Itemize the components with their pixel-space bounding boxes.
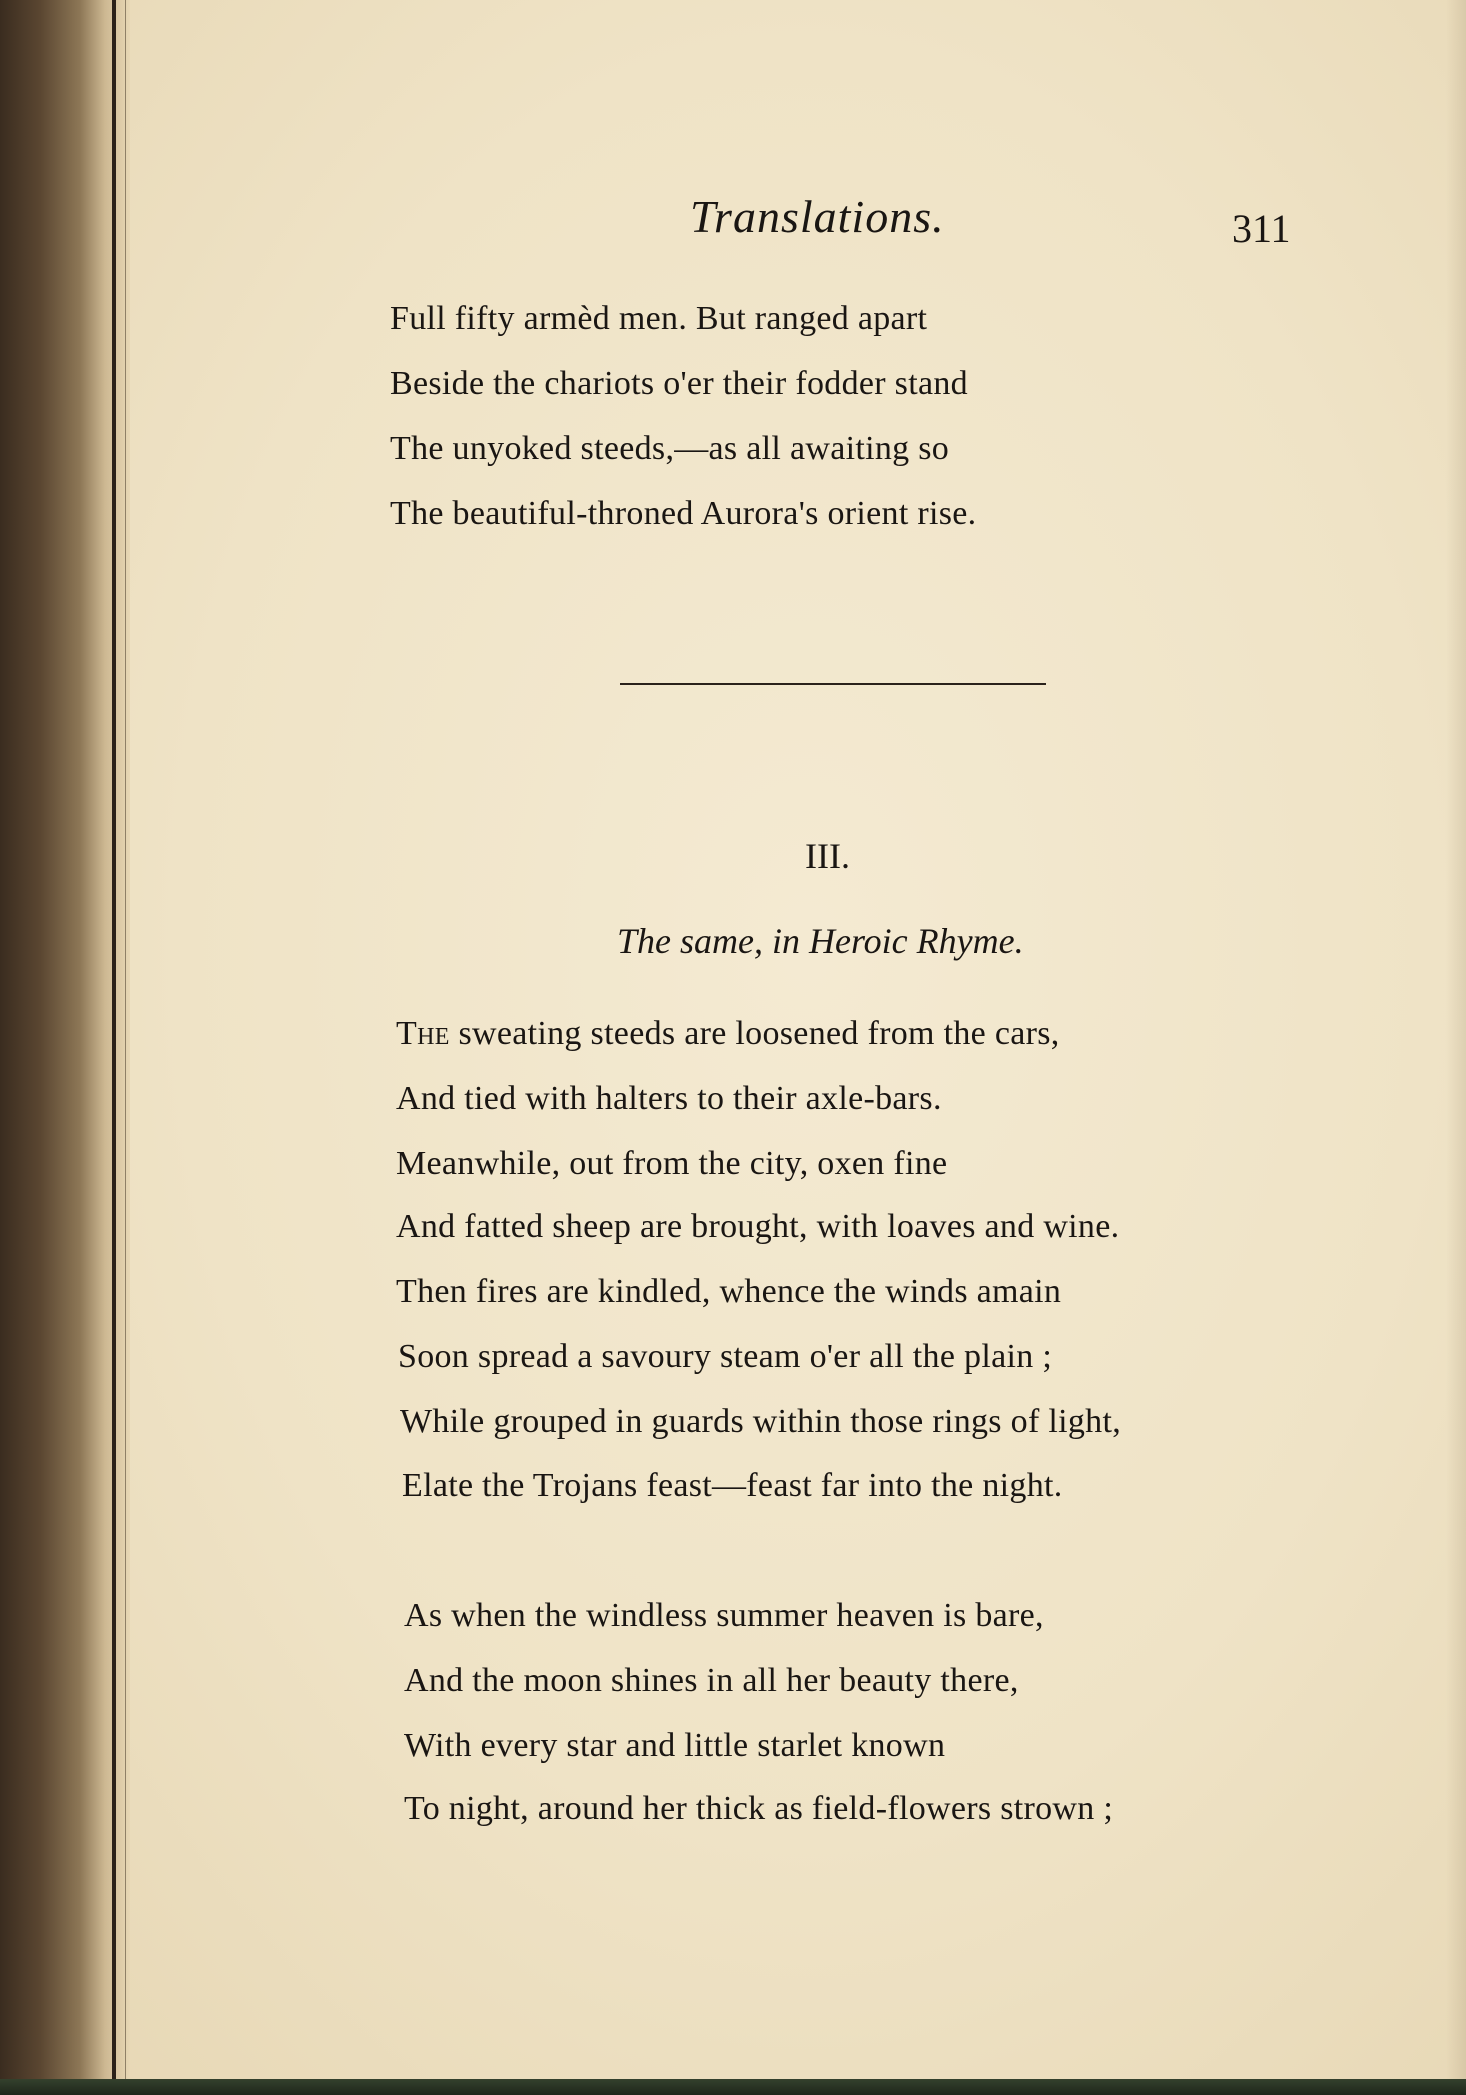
book-binding bbox=[0, 0, 130, 2095]
verse-line: To night, around her thick as field-flowers strown ; bbox=[404, 1790, 1114, 1827]
verse-line: The unyoked steeds,—as all awaiting so bbox=[390, 430, 950, 467]
page-number: 311 bbox=[1232, 206, 1291, 251]
binding-fold bbox=[125, 0, 126, 2095]
verse-line: With every star and little starlet known bbox=[404, 1727, 946, 1764]
verse-line: And tied with halters to their axle-bars. bbox=[396, 1080, 942, 1117]
bottom-edge bbox=[0, 2079, 1466, 2095]
verse-line: While grouped in guards within those rings of light, bbox=[400, 1403, 1121, 1440]
verse-line: The beautiful-throned Aurora's orient rise. bbox=[390, 495, 977, 532]
verse-line: Meanwhile, out from the city, oxen fine bbox=[396, 1145, 948, 1182]
verse-line: Then fires are kindled, whence the winds amain bbox=[396, 1273, 1062, 1310]
verse-line: Soon spread a savoury steam o'er all the plain ; bbox=[398, 1338, 1053, 1375]
verse-line: Beside the chariots o'er their fodder stand bbox=[390, 365, 968, 402]
verse-line-first bbox=[396, 1015, 1060, 1053]
verse-line: As when the windless summer heaven is bare, bbox=[404, 1597, 1044, 1634]
section-subtitle bbox=[617, 920, 1024, 962]
section-divider bbox=[620, 683, 1046, 685]
verse-line: Elate the Trojans feast—feast far into the night. bbox=[402, 1467, 1063, 1504]
subtitle-rest: in Heroic Rhyme. bbox=[772, 921, 1024, 961]
verse-line: Full fifty armèd men. But ranged apart bbox=[390, 300, 928, 337]
drop-word: The bbox=[396, 1015, 450, 1052]
subtitle-italic: The same, bbox=[617, 921, 763, 961]
verse-line: And fatted sheep are brought, with loaves and wine. bbox=[396, 1208, 1120, 1245]
binding-edge bbox=[112, 0, 116, 2095]
section-number: III. bbox=[805, 836, 850, 876]
page-edge bbox=[1446, 0, 1466, 2095]
verse-line-rest: sweating steeds are loosened from the cars, bbox=[449, 1015, 1060, 1052]
verse-line: And the moon shines in all her beauty there, bbox=[404, 1662, 1019, 1699]
running-head: Translations. bbox=[690, 191, 945, 242]
